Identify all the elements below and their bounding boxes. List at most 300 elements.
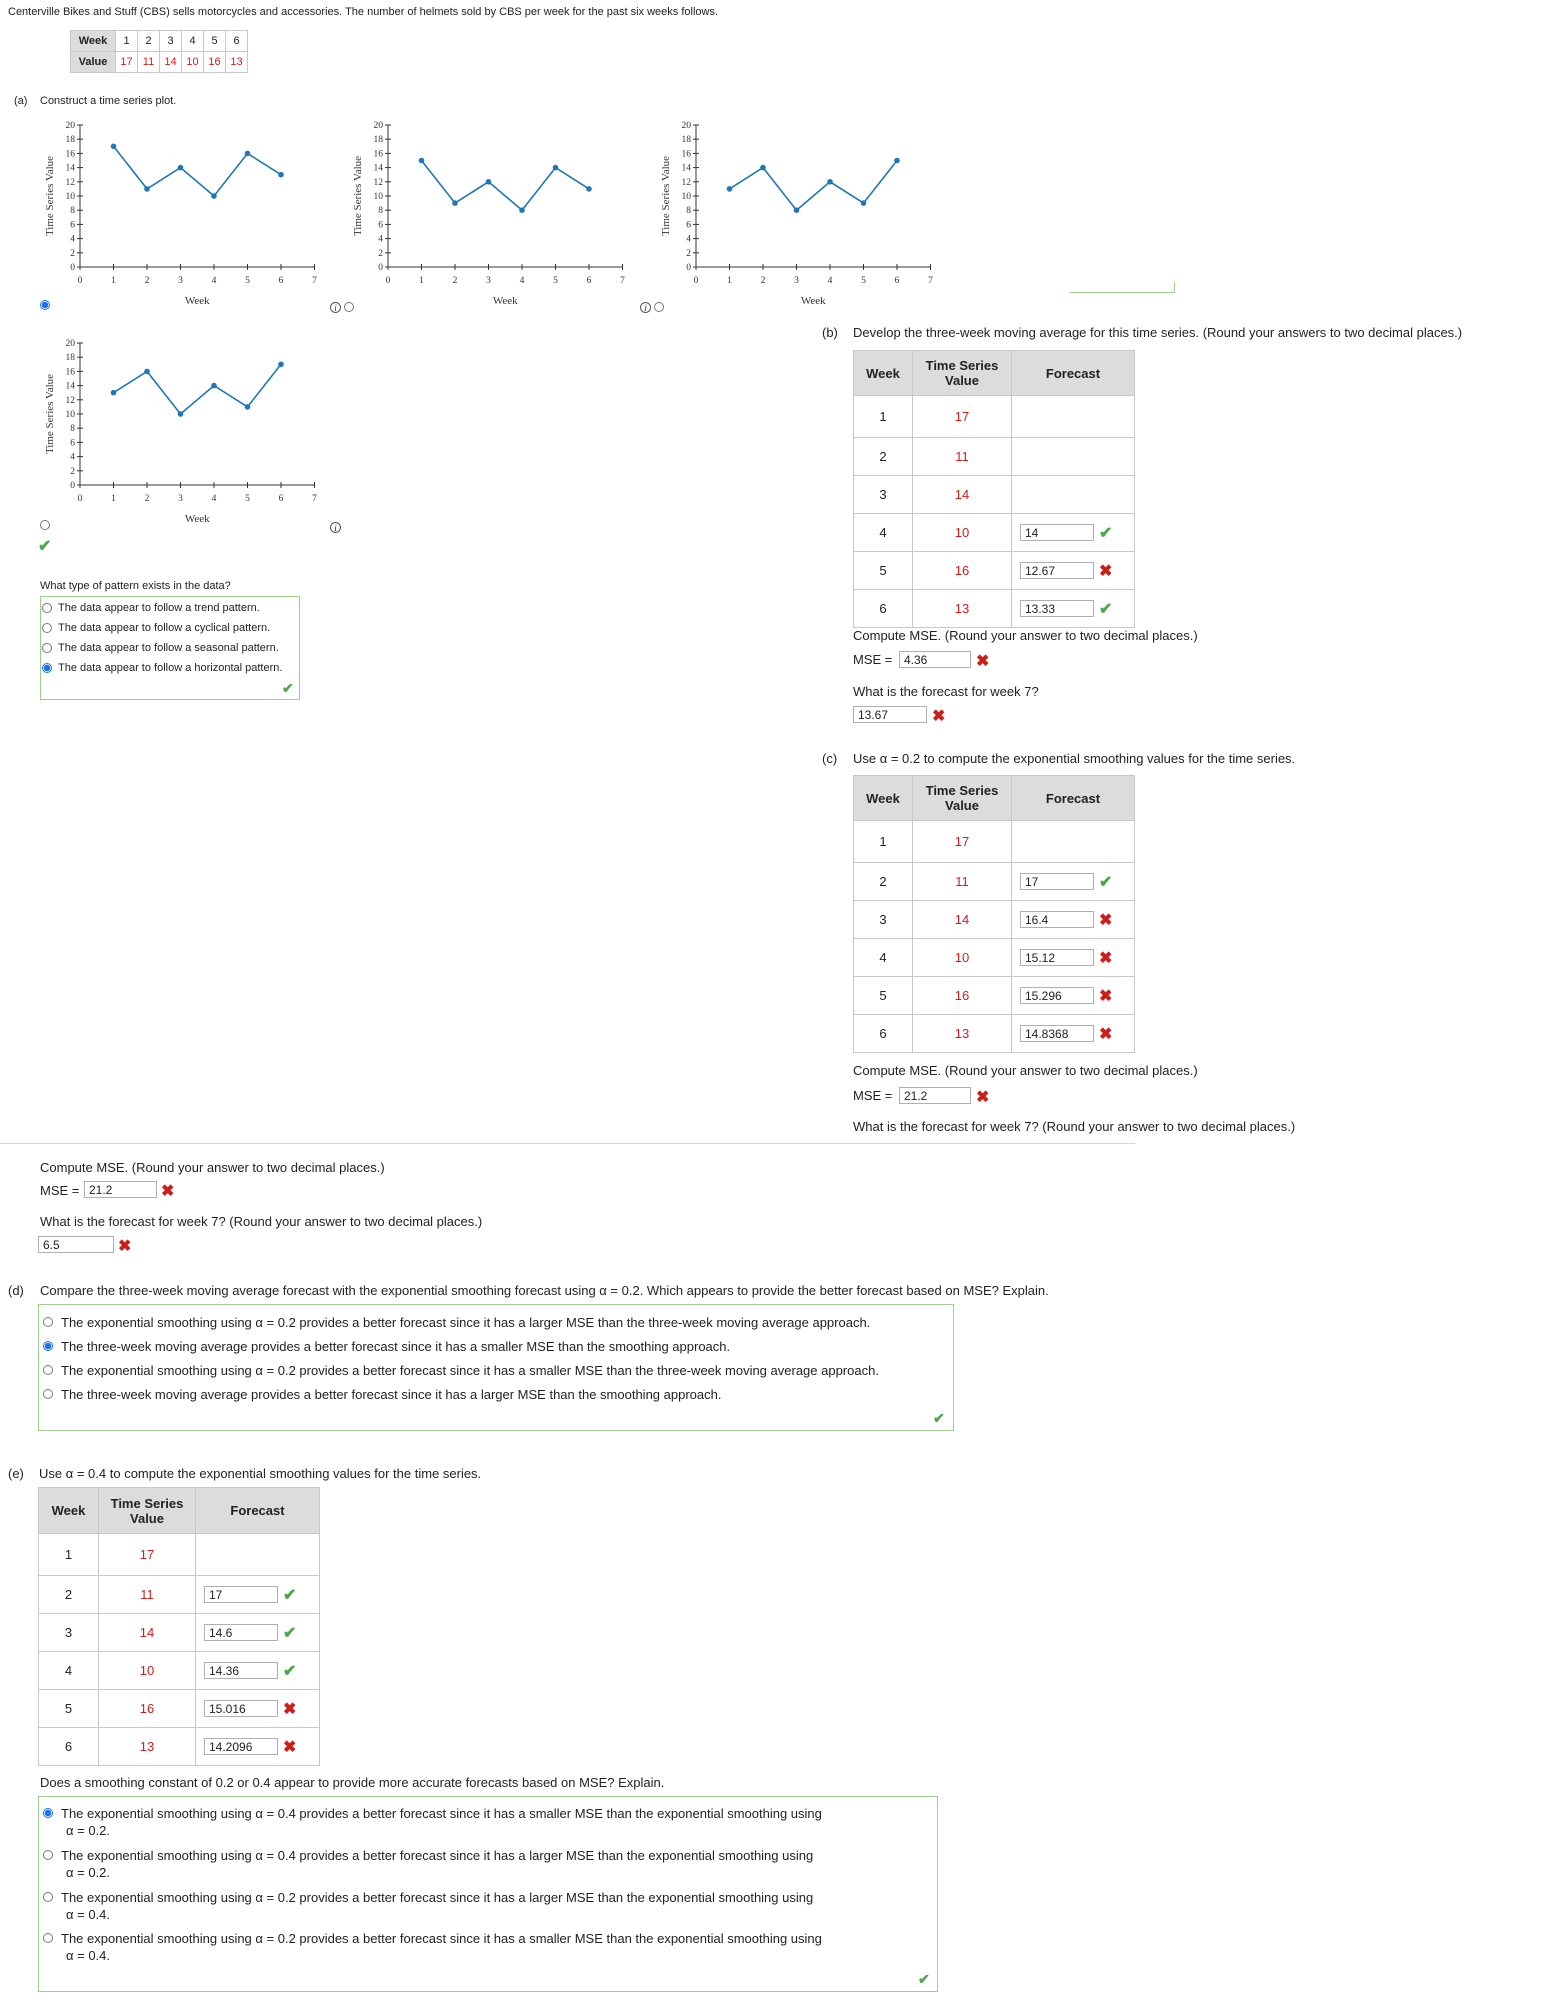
data-value-cell: 16 <box>204 52 226 73</box>
table-row <box>39 1534 320 1576</box>
y-tick-label: 4 <box>378 234 383 245</box>
x-tick-label: 1 <box>419 276 424 286</box>
y-tick-label: 18 <box>681 135 691 146</box>
x-axis-label: Week <box>184 295 210 307</box>
y-tick-label: 6 <box>378 220 383 231</box>
part-e-option-label: The exponential smoothing using α = 0.2 provides a better forecast since it has a smaller MSE than the exponential smoothing using <box>61 1931 822 1946</box>
pattern-question: What type of pattern exists in the data? <box>40 580 231 592</box>
data-point <box>211 383 217 389</box>
col-forecast-header: Forecast <box>1012 351 1135 396</box>
exp-smoothing-04-table-body <box>39 1534 320 1766</box>
value-cell: 10 <box>913 939 1012 977</box>
forecast-input[interactable]: 15.12 <box>1020 949 1094 966</box>
col-value-header: Time Series Value <box>913 351 1012 396</box>
data-point <box>278 362 284 368</box>
part-e-label: (e) <box>8 1466 24 1481</box>
week-cell: 1 <box>854 396 913 438</box>
data-point <box>586 186 592 192</box>
y-tick-label: 20 <box>373 121 383 131</box>
correct-check-icon: ✔ <box>38 538 52 555</box>
forecast-input[interactable]: 15.296 <box>1020 987 1094 1004</box>
x-tick-label: 7 <box>312 494 317 504</box>
table-row <box>854 590 1135 628</box>
y-tick-label: 14 <box>373 163 383 174</box>
y-axis-label: Time Series Value <box>44 155 56 237</box>
week-cell: 4 <box>854 514 913 552</box>
part-e-option-radio[interactable] <box>43 1850 53 1860</box>
y-tick-label: 10 <box>65 192 75 202</box>
value-cell: 17 <box>913 396 1012 438</box>
data-table-week-header: Week <box>71 31 116 52</box>
incorrect-x-icon: ✖ <box>976 1089 990 1106</box>
y-tick-label: 6 <box>686 220 691 231</box>
week-cell: 5 <box>854 977 913 1015</box>
forecast-cell <box>1012 590 1135 628</box>
week-cell: 6 <box>854 1015 913 1053</box>
y-tick-label: 4 <box>70 234 75 245</box>
part-d-option-radio[interactable] <box>43 1341 53 1351</box>
y-tick-label: 6 <box>70 220 75 231</box>
y-tick-label: 6 <box>70 438 75 449</box>
part-e-option-radio[interactable] <box>43 1933 53 1943</box>
correct-check-icon: ✔ <box>933 1410 945 1426</box>
pattern-option-label: The data appear to follow a trend pattern. <box>58 602 260 614</box>
week-cell: 3 <box>39 1614 99 1652</box>
x-tick-label: 5 <box>861 276 866 286</box>
table-row <box>854 514 1135 552</box>
forecast-input[interactable]: 15.016 <box>204 1700 278 1717</box>
value-cell: 14 <box>913 476 1012 514</box>
incorrect-x-icon: ✖ <box>118 1238 132 1255</box>
correct-check-icon: ✔ <box>918 1971 930 1987</box>
pattern-option-radio[interactable] <box>42 623 52 633</box>
y-axis-label: Time Series Value <box>660 155 672 237</box>
info-icon[interactable]: i <box>330 522 341 533</box>
part-d-option-radio[interactable] <box>43 1317 53 1327</box>
x-tick-label: 6 <box>278 276 284 286</box>
x-tick-label: 6 <box>586 276 592 286</box>
y-tick-label: 2 <box>70 248 75 259</box>
correct-check-icon: ✔ <box>283 1662 297 1680</box>
forecast-cell <box>1012 476 1135 514</box>
forecast-cell <box>1012 863 1135 901</box>
correct-check-icon: ✔ <box>283 1624 297 1642</box>
y-tick-label: 16 <box>681 149 691 160</box>
table-row <box>854 977 1135 1015</box>
data-week-cell: 1 <box>116 31 138 52</box>
part-a-prompt: Construct a time series plot. <box>40 95 177 107</box>
data-point <box>452 200 458 206</box>
exp-smoothing-02-table <box>853 775 1135 1053</box>
part-c-mse-label: MSE = <box>853 1088 893 1103</box>
y-tick-label: 4 <box>70 452 75 463</box>
forecast-input[interactable]: 14.2096 <box>204 1738 278 1755</box>
table-row <box>854 821 1135 863</box>
part-e-option-label: The exponential smoothing using α = 0.2 provides a better forecast since it has a larger MSE than the exponential smoothing using <box>61 1890 814 1905</box>
pattern-option-label: The data appear to follow a seasonal pattern. <box>58 642 279 654</box>
data-point <box>553 165 559 171</box>
x-tick-label: 1 <box>111 494 116 504</box>
forecast-cell <box>1012 396 1135 438</box>
part-b-mse-label: MSE = <box>853 652 893 667</box>
value-cell: 10 <box>913 514 1012 552</box>
data-week-cell: 6 <box>226 31 248 52</box>
incorrect-x-icon: ✖ <box>1099 911 1113 929</box>
data-point <box>178 165 184 171</box>
forecast-cell <box>196 1534 320 1576</box>
data-point <box>519 207 525 213</box>
pattern-option-radio[interactable] <box>42 603 52 613</box>
x-tick-label: 1 <box>727 276 732 286</box>
table-row <box>854 476 1135 514</box>
moving-average-table <box>853 350 1135 628</box>
left-forecast7-input[interactable]: 6.5 <box>38 1236 114 1253</box>
forecast-cell <box>1012 552 1135 590</box>
table-row <box>854 863 1135 901</box>
data-week-cell: 2 <box>138 31 160 52</box>
table-row <box>854 438 1135 476</box>
table-row <box>854 901 1135 939</box>
data-point <box>111 144 117 150</box>
correct-check-icon: ✔ <box>1099 600 1113 618</box>
y-tick-label: 0 <box>378 263 383 273</box>
forecast-cell <box>196 1690 320 1728</box>
part-b-forecast7-input[interactable]: 13.67 <box>853 706 927 723</box>
col-value-header: Time Series Value <box>99 1488 196 1534</box>
x-axis-label: Week <box>492 295 518 307</box>
y-tick-label: 14 <box>65 163 75 174</box>
x-tick-label: 7 <box>928 276 933 286</box>
plot-3-radio[interactable] <box>654 302 664 312</box>
data-point <box>111 390 117 396</box>
x-tick-label: 5 <box>245 494 250 504</box>
data-point <box>178 411 184 417</box>
week-cell: 2 <box>854 438 913 476</box>
time-series-plot-4 <box>40 330 340 530</box>
problem-intro: Centerville Bikes and Stuff (CBS) sells motorcycles and accessories. The number of helmets sold by CBS per week for the past six weeks follows. <box>8 6 719 18</box>
series-line <box>114 364 282 414</box>
forecast-input[interactable]: 16.4 <box>1020 911 1094 928</box>
y-tick-label: 14 <box>65 381 75 392</box>
part-d-option-label: The three-week moving average provides a better forecast since it has a smaller MSE than the smoothing approach. <box>61 1339 731 1354</box>
series-line <box>730 161 898 211</box>
section-divider <box>0 1143 1135 1144</box>
value-cell: 13 <box>913 590 1012 628</box>
y-tick-label: 0 <box>70 263 75 273</box>
table-row <box>39 1576 320 1614</box>
left-mse-input[interactable]: 21.2 <box>84 1181 157 1198</box>
plot-2-radio[interactable] <box>344 302 354 312</box>
data-point <box>278 172 284 178</box>
data-point <box>144 186 150 192</box>
data-value-cell: 17 <box>116 52 138 73</box>
part-e-option-label: The exponential smoothing using α = 0.4 provides a better forecast since it has a smaller MSE than the exponential smoothing using <box>61 1806 822 1821</box>
part-b-mse-input[interactable]: 4.36 <box>899 651 971 668</box>
part-e-option-radio[interactable] <box>43 1808 53 1818</box>
plot-1-radio[interactable] <box>40 300 50 310</box>
incorrect-x-icon: ✖ <box>932 708 946 725</box>
data-point <box>245 404 251 410</box>
part-d-option-label: The exponential smoothing using α = 0.2 provides a better forecast since it has a smaller MSE than the three-week moving average approach. <box>61 1363 879 1378</box>
correct-check-icon: ✔ <box>1099 873 1113 891</box>
x-tick-label: 3 <box>794 276 799 286</box>
x-tick-label: 5 <box>245 276 250 286</box>
pattern-option-label: The data appear to follow a cyclical pattern. <box>58 622 271 634</box>
x-tick-label: 0 <box>77 276 83 286</box>
x-tick-label: 2 <box>760 276 766 286</box>
week-cell: 3 <box>854 901 913 939</box>
part-d-label: (d) <box>8 1283 24 1298</box>
value-cell: 16 <box>913 977 1012 1015</box>
x-tick-label: 2 <box>144 494 150 504</box>
table-row <box>854 552 1135 590</box>
value-cell: 14 <box>913 901 1012 939</box>
data-value-cell: 13 <box>226 52 248 73</box>
col-week-header: Week <box>39 1488 99 1534</box>
week-cell: 5 <box>854 552 913 590</box>
part-d-option-radio[interactable] <box>43 1389 53 1399</box>
y-tick-label: 12 <box>65 177 75 188</box>
part-c-mse-input[interactable]: 21.2 <box>899 1087 971 1104</box>
table-row <box>854 396 1135 438</box>
week-cell: 2 <box>39 1576 99 1614</box>
week-cell: 1 <box>854 821 913 863</box>
part-c-prompt: Use α = 0.2 to compute the exponential smoothing values for the time series. <box>853 751 1296 766</box>
col-forecast-header: Forecast <box>196 1488 320 1534</box>
y-tick-label: 8 <box>378 206 383 217</box>
x-tick-label: 3 <box>178 494 183 504</box>
data-point <box>760 165 766 171</box>
forecast-input[interactable]: 14.6 <box>204 1624 278 1641</box>
incorrect-x-icon: ✖ <box>283 1738 297 1756</box>
part-d-prompt: Compare the three-week moving average forecast with the exponential smoothing forecast using α = 0.2. Which appears to provide the better forecast based on MSE? Explain. <box>40 1283 1049 1298</box>
data-point <box>727 186 733 192</box>
pattern-option-radio[interactable] <box>42 663 52 673</box>
forecast-input[interactable]: 12.67 <box>1020 562 1094 579</box>
y-tick-label: 8 <box>686 206 691 217</box>
x-tick-label: 1 <box>111 276 116 286</box>
data-point <box>894 158 900 164</box>
y-tick-label: 16 <box>373 149 383 160</box>
col-forecast-header: Forecast <box>1012 776 1135 821</box>
week-cell: 6 <box>854 590 913 628</box>
value-cell: 16 <box>913 552 1012 590</box>
incorrect-x-icon: ✖ <box>1099 1025 1113 1043</box>
data-point <box>245 151 251 157</box>
part-b-mse-prompt: Compute MSE. (Round your answer to two decimal places.) <box>853 628 1198 643</box>
forecast-cell <box>196 1576 320 1614</box>
time-series-plot-2 <box>348 112 648 312</box>
data-point <box>419 158 425 164</box>
data-point <box>861 200 867 206</box>
forecast-cell <box>1012 977 1135 1015</box>
y-axis-label: Time Series Value <box>44 373 56 455</box>
incorrect-x-icon: ✖ <box>976 653 990 670</box>
table-row <box>854 939 1135 977</box>
time-series-plot-1 <box>40 112 340 312</box>
forecast-cell <box>1012 1015 1135 1053</box>
forecast-input[interactable]: 14 <box>1020 524 1094 541</box>
part-e-question: Does a smoothing constant of 0.2 or 0.4 appear to provide more accurate forecasts based on MSE? Explain. <box>40 1775 665 1790</box>
data-week-cell: 3 <box>160 31 182 52</box>
table-row <box>39 1652 320 1690</box>
col-value-header: Time Series Value <box>913 776 1012 821</box>
x-axis-label: Week <box>184 513 210 525</box>
y-tick-label: 10 <box>681 192 691 202</box>
part-e-prompt: Use α = 0.4 to compute the exponential smoothing values for the time series. <box>39 1466 482 1481</box>
pattern-option-radio[interactable] <box>42 643 52 653</box>
y-tick-label: 2 <box>686 248 691 259</box>
time-series-plot-3 <box>656 112 956 312</box>
y-tick-label: 20 <box>681 121 691 131</box>
x-tick-label: 3 <box>178 276 183 286</box>
exp-smoothing-04-table <box>38 1487 320 1766</box>
y-tick-label: 20 <box>65 339 75 349</box>
value-cell: 16 <box>99 1690 196 1728</box>
series-line <box>422 161 590 211</box>
x-tick-label: 4 <box>211 494 217 504</box>
forecast-cell <box>1012 821 1135 863</box>
week-cell: 6 <box>39 1728 99 1766</box>
week-cell: 4 <box>39 1652 99 1690</box>
table-row <box>39 1690 320 1728</box>
x-tick-label: 0 <box>77 494 83 504</box>
forecast-cell <box>1012 939 1135 977</box>
forecast-cell <box>196 1652 320 1690</box>
table-row <box>39 1614 320 1652</box>
y-tick-label: 16 <box>65 149 75 160</box>
y-tick-label: 20 <box>65 121 75 131</box>
week-cell: 3 <box>854 476 913 514</box>
data-value-cell: 11 <box>138 52 160 73</box>
y-tick-label: 0 <box>70 481 75 491</box>
answer-box-edge <box>1070 282 1175 293</box>
forecast-input[interactable]: 13.33 <box>1020 600 1094 617</box>
data-point <box>794 207 800 213</box>
info-icon[interactable]: i <box>330 302 341 313</box>
x-tick-label: 3 <box>486 276 491 286</box>
x-tick-label: 7 <box>620 276 625 286</box>
forecast-input[interactable]: 14.8368 <box>1020 1025 1094 1042</box>
x-tick-label: 0 <box>385 276 391 286</box>
data-week-cell: 5 <box>204 31 226 52</box>
value-cell: 17 <box>99 1534 196 1576</box>
week-cell: 2 <box>854 863 913 901</box>
y-tick-label: 10 <box>65 410 75 420</box>
incorrect-x-icon: ✖ <box>1099 562 1113 580</box>
y-tick-label: 18 <box>373 135 383 146</box>
table-row <box>854 1015 1135 1053</box>
data-point <box>827 179 833 185</box>
x-tick-label: 4 <box>519 276 525 286</box>
y-axis-label: Time Series Value <box>352 155 364 237</box>
forecast-input[interactable]: 17 <box>1020 873 1094 890</box>
col-week-header: Week <box>854 351 913 396</box>
value-cell: 13 <box>913 1015 1012 1053</box>
incorrect-x-icon: ✖ <box>1099 949 1113 967</box>
y-tick-label: 4 <box>686 234 691 245</box>
x-tick-label: 7 <box>312 276 317 286</box>
data-value-cell: 10 <box>182 52 204 73</box>
col-week-header: Week <box>854 776 913 821</box>
forecast-cell <box>1012 901 1135 939</box>
value-cell: 11 <box>913 438 1012 476</box>
y-tick-label: 2 <box>378 248 383 259</box>
y-tick-label: 8 <box>70 424 75 435</box>
y-tick-label: 10 <box>373 192 383 202</box>
part-e-option-label-cont: α = 0.2. <box>66 1865 111 1880</box>
incorrect-x-icon: ✖ <box>283 1700 297 1718</box>
correct-check-icon: ✔ <box>283 1586 297 1604</box>
part-e-option-radio[interactable] <box>43 1892 53 1902</box>
value-cell: 14 <box>99 1614 196 1652</box>
part-b-forecast7-prompt: What is the forecast for week 7? <box>853 684 1039 699</box>
data-value-cell: 14 <box>160 52 182 73</box>
incorrect-x-icon: ✖ <box>1099 987 1113 1005</box>
exp-smoothing-02-table-body <box>854 821 1135 1053</box>
x-tick-label: 2 <box>452 276 458 286</box>
data-point <box>144 369 150 375</box>
part-a-label: (a) <box>14 95 28 107</box>
pattern-option-label: The data appear to follow a horizontal pattern. <box>58 662 283 674</box>
x-tick-label: 2 <box>144 276 150 286</box>
forecast-cell <box>1012 514 1135 552</box>
info-icon[interactable]: i <box>640 302 651 313</box>
part-c-mse-prompt: Compute MSE. (Round your answer to two decimal places.) <box>853 1063 1198 1078</box>
forecast-input[interactable]: 17 <box>204 1586 278 1603</box>
value-cell: 17 <box>913 821 1012 863</box>
left-mse-label: MSE = <box>40 1183 80 1198</box>
forecast-input[interactable]: 14.36 <box>204 1662 278 1679</box>
x-tick-label: 4 <box>827 276 833 286</box>
y-tick-label: 8 <box>70 206 75 217</box>
value-cell: 13 <box>99 1728 196 1766</box>
week-cell: 1 <box>39 1534 99 1576</box>
left-mse-prompt: Compute MSE. (Round your answer to two decimal places.) <box>40 1160 385 1175</box>
plot-4-radio[interactable] <box>40 520 50 530</box>
y-tick-label: 14 <box>681 163 691 174</box>
part-b-label: (b) <box>822 325 838 340</box>
table-row <box>39 1728 320 1766</box>
value-cell: 10 <box>99 1652 196 1690</box>
week-cell: 5 <box>39 1690 99 1728</box>
moving-average-table-body <box>854 396 1135 628</box>
x-axis-label: Week <box>800 295 826 307</box>
part-e-option-label-cont: α = 0.4. <box>66 1907 111 1922</box>
part-d-option-label: The exponential smoothing using α = 0.2 provides a better forecast since it has a larger MSE than the three-week moving average approach. <box>61 1315 871 1330</box>
correct-check-icon: ✔ <box>1099 524 1113 542</box>
forecast-cell <box>1012 438 1135 476</box>
part-e-option-label-cont: α = 0.2. <box>66 1823 111 1838</box>
part-d-option-radio[interactable] <box>43 1365 53 1375</box>
value-cell: 11 <box>913 863 1012 901</box>
x-tick-label: 4 <box>211 276 217 286</box>
x-tick-label: 6 <box>894 276 900 286</box>
y-tick-label: 18 <box>65 353 75 364</box>
x-tick-label: 5 <box>553 276 558 286</box>
x-tick-label: 0 <box>693 276 699 286</box>
data-point <box>486 179 492 185</box>
data-point <box>211 193 217 199</box>
y-tick-label: 18 <box>65 135 75 146</box>
part-e-option-label-cont: α = 0.4. <box>66 1948 111 1963</box>
data-table <box>70 30 248 73</box>
y-tick-label: 16 <box>65 367 75 378</box>
correct-check-icon: ✔ <box>282 680 294 696</box>
y-tick-label: 0 <box>686 263 691 273</box>
y-tick-label: 12 <box>65 395 75 406</box>
part-e-option-label: The exponential smoothing using α = 0.4 provides a better forecast since it has a larger MSE than the exponential smoothing using <box>61 1848 814 1863</box>
